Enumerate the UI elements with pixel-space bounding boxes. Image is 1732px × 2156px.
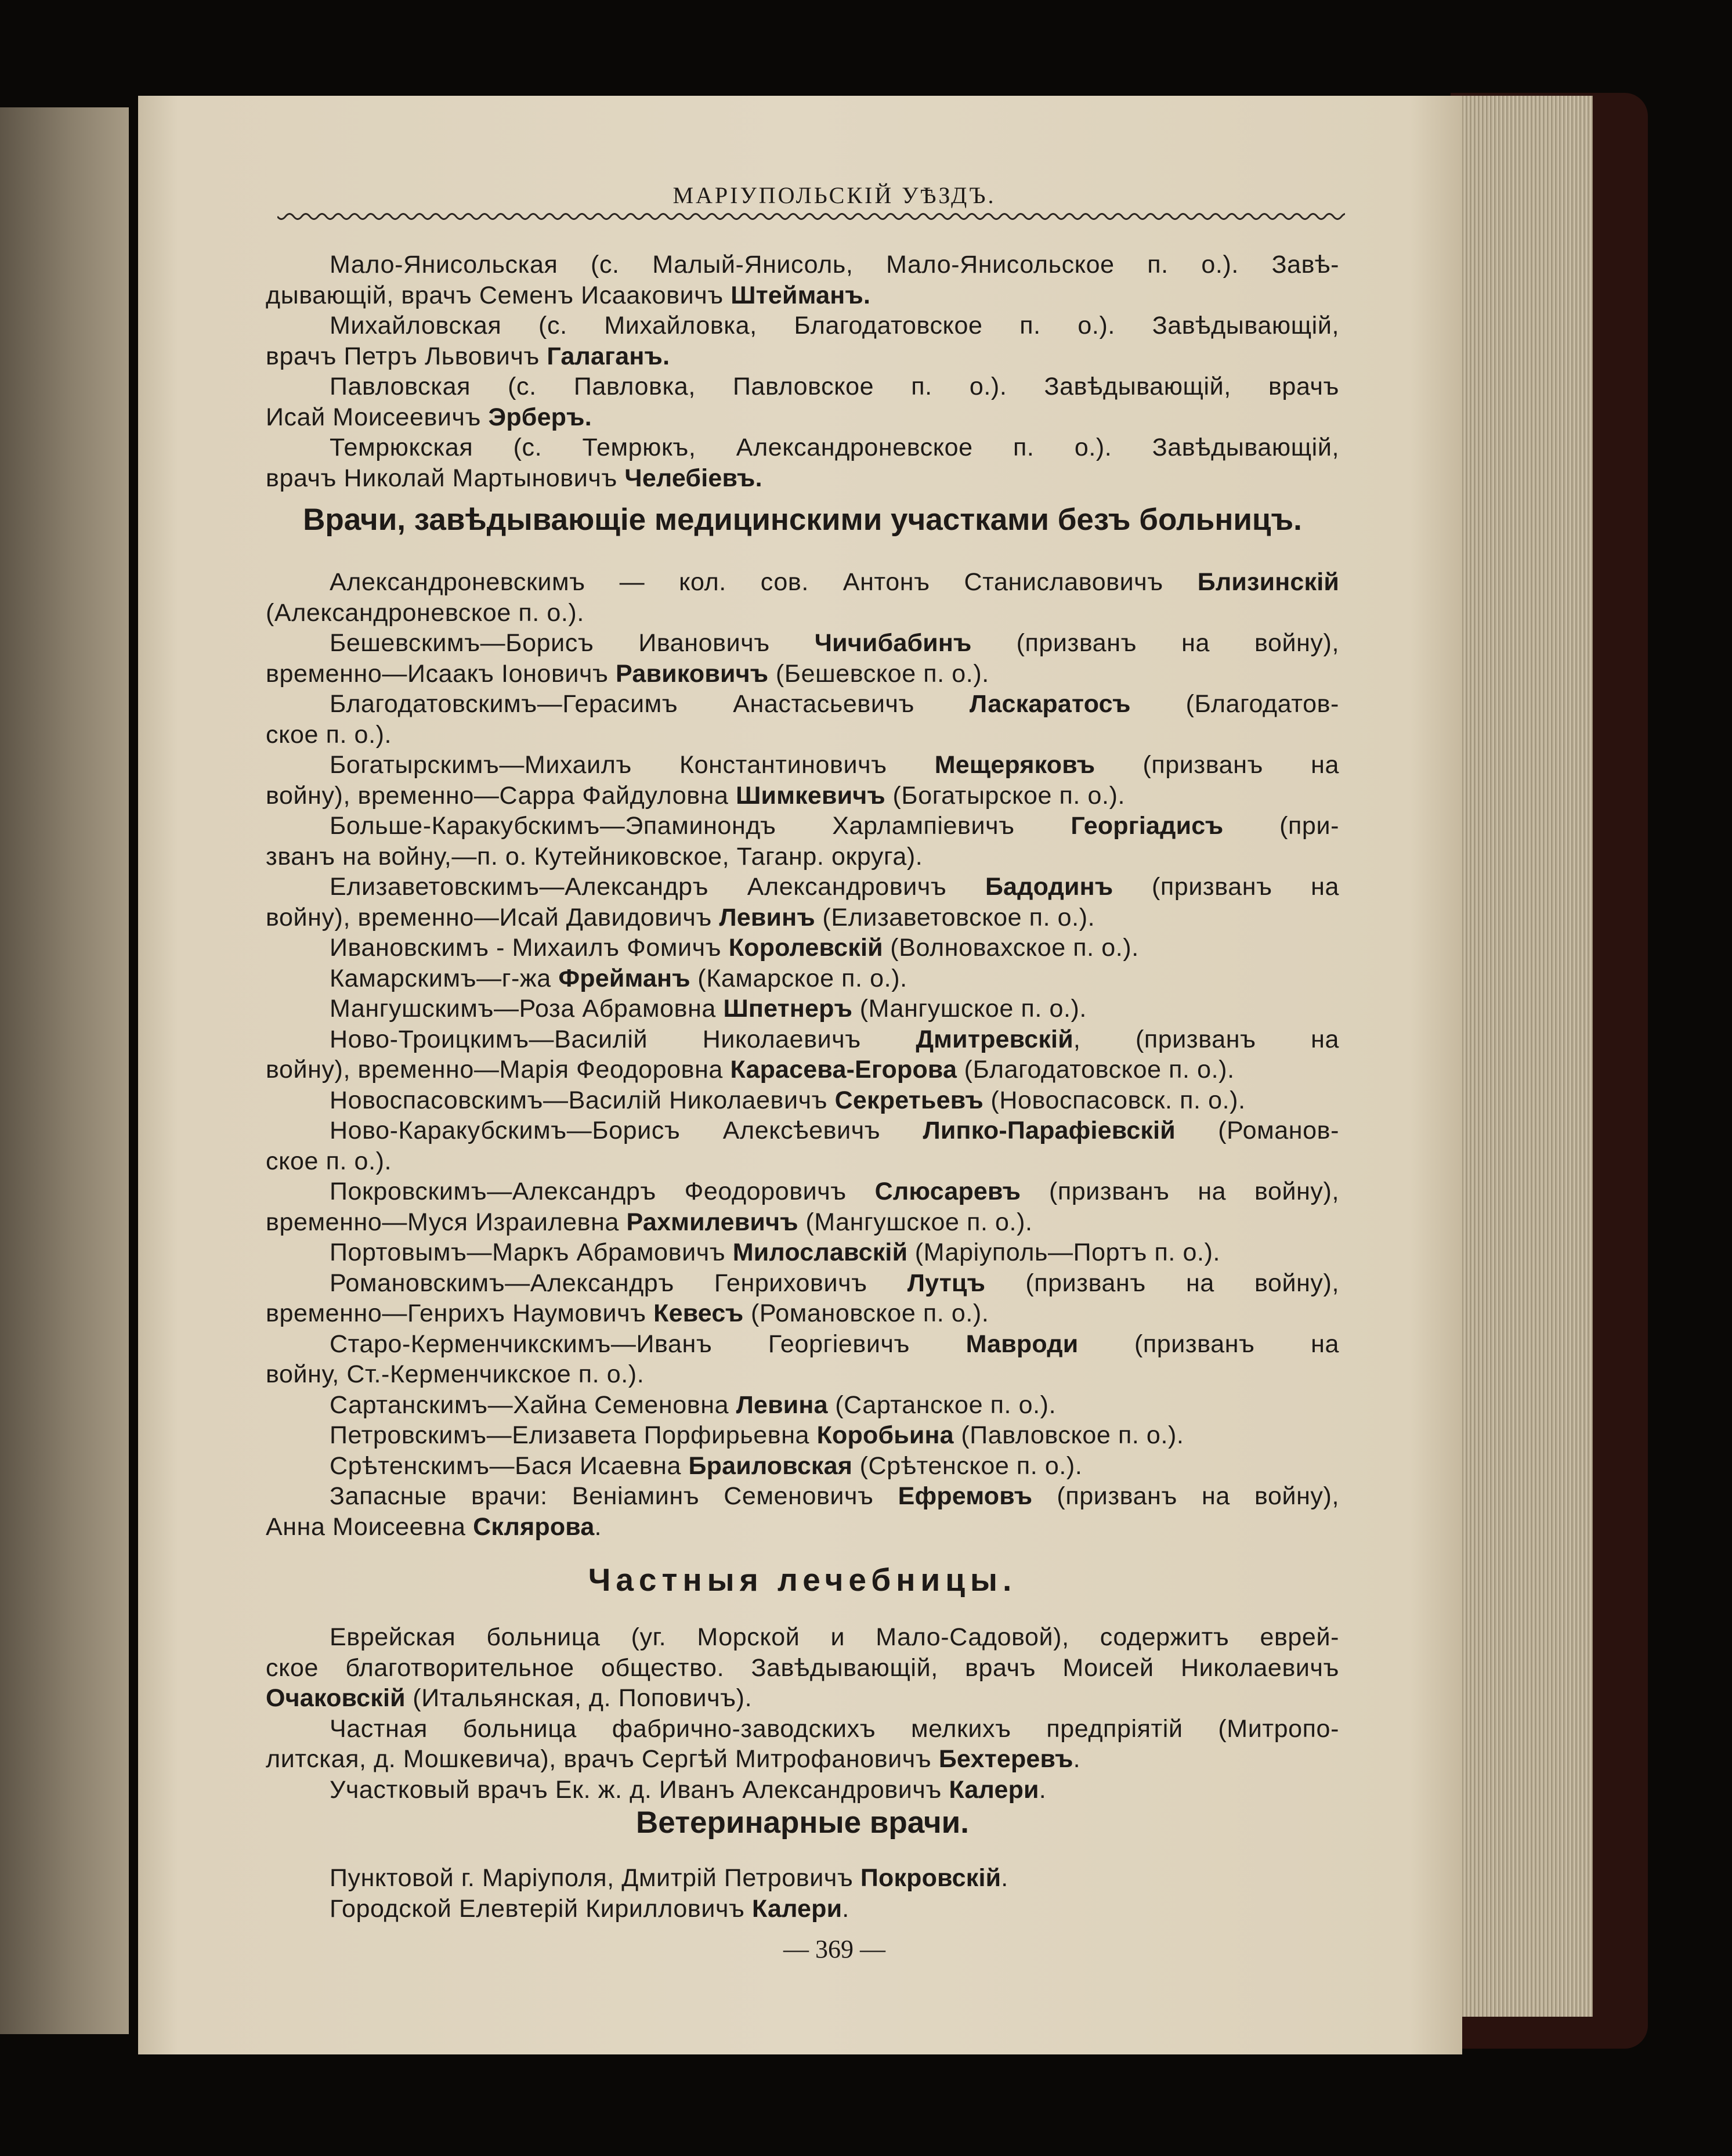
person-name: Королевскій <box>728 934 883 962</box>
person-name: Склярова <box>473 1512 595 1541</box>
person-name: Фрейманъ <box>558 964 690 992</box>
entry-text-after: (Елизаветовское п. о.). <box>815 903 1095 931</box>
person-name: Лутцъ <box>907 1269 986 1297</box>
section-heading-district-doctors: Врачи, завѣдывающіе медицинскими участками безъ больницъ. <box>303 503 1302 537</box>
veterinarian-line <box>330 1863 1339 1893</box>
entry-text-after: (Новоспасовск. п. о.). <box>983 1086 1246 1114</box>
running-head: МАРІУПОЛЬСКІЙ УѢЗДЪ. <box>672 182 996 208</box>
entry-text: Елизаветовскимъ—Александръ Александровичъ <box>330 873 985 901</box>
entry-text-after: (призванъ на <box>1113 873 1339 901</box>
private-clinic-line <box>330 1714 1339 1744</box>
entry-text: врачъ Петръ Львовичъ <box>266 342 547 370</box>
person-name: Слюсаревъ <box>874 1178 1021 1205</box>
entry-text: Пунктовой г. Маріуполя, Дмитрій Петровичъ <box>330 1864 860 1892</box>
entry-text-after: (призванъ на <box>1078 1330 1339 1358</box>
person-name: Очаковскій <box>266 1684 406 1712</box>
district-doctor-line <box>330 750 1339 780</box>
entry-text: войну), временно—Сарра Файдуловна <box>266 781 736 810</box>
entry-text: Анна Моисеевна <box>266 1512 473 1541</box>
person-name: Милославскій <box>732 1238 908 1266</box>
entry-text-after: (призванъ на войну), <box>985 1269 1339 1297</box>
district-doctor-line <box>266 1054 1339 1085</box>
entry-text: Петровскимъ—Елизавета Порфирьевна <box>330 1421 817 1449</box>
entry-text-after: (Благодатов- <box>1130 690 1339 718</box>
person-name: Шпетнеръ <box>723 995 853 1023</box>
district-doctor-line <box>330 1176 1339 1207</box>
person-name: Левинъ <box>719 903 815 931</box>
section-heading-private-clinics: Частныя лечебницы. <box>588 1562 1017 1598</box>
private-clinic-line <box>330 1775 1339 1805</box>
person-name: Равиковичъ <box>616 659 769 688</box>
private-clinic-line <box>266 1653 1339 1683</box>
person-name: Калери <box>752 1894 843 1923</box>
private-clinic-line <box>266 1744 1339 1774</box>
entry-text: Камарскимъ—г-жа <box>330 964 559 992</box>
entry-text: званъ на войну,—п. о. Кутейниковское, Таганр. округа). <box>266 842 923 871</box>
hospital-line <box>266 280 1339 310</box>
veterinarian-line <box>330 1894 1339 1924</box>
entry-text-after: . <box>1073 1745 1081 1773</box>
person-name: Липко-Парафіевскій <box>923 1117 1176 1144</box>
entry-text: Участковый врачъ Ек. ж. д. Иванъ Александровичъ <box>330 1775 949 1804</box>
entry-text-after: (Мангушское п. о.). <box>798 1208 1033 1236</box>
district-doctor-line <box>330 963 1339 994</box>
hospital-line <box>266 463 1339 493</box>
entry-text-after: (при- <box>1223 812 1339 840</box>
entry-text-after: . <box>594 1512 602 1541</box>
district-doctor-line <box>330 1451 1339 1481</box>
entry-text: временно—Генрихъ Наумовичъ <box>266 1299 654 1327</box>
entry-text: войну, Ст.-Керменчикское п. о.). <box>266 1360 645 1388</box>
entry-text-after: . <box>842 1894 849 1923</box>
district-doctor-line <box>330 1420 1339 1450</box>
district-doctor-line <box>330 1481 1339 1511</box>
person-name: Мещеряковъ <box>934 751 1095 779</box>
person-name: Дмитревскій <box>916 1025 1073 1053</box>
person-name: Коробьина <box>816 1421 954 1449</box>
entry-text: литская, д. Мошкевича), врачъ Сергѣй Митрофановичъ <box>266 1745 939 1773</box>
district-doctor-line <box>266 598 1339 628</box>
entry-text: войну), временно—Исай Давидовичъ <box>266 903 719 931</box>
district-doctor-line <box>266 902 1339 933</box>
entry-text: Ивановскимъ - Михаилъ Фомичъ <box>330 934 729 962</box>
entry-text-after: (призванъ на войну), <box>1021 1178 1339 1205</box>
private-clinic-line <box>330 1622 1339 1652</box>
entry-text: ское п. о.). <box>266 720 392 749</box>
entry-text: Благодатовскимъ—Герасимъ Анастасьевичъ <box>330 690 970 718</box>
entry-text: Покровскимъ—Александръ Феодоровичъ <box>330 1178 875 1205</box>
entry-text-after: (Павловское п. о.). <box>953 1421 1184 1449</box>
entry-text-after: (Маріуполь—Портъ п. о.). <box>907 1238 1221 1266</box>
person-name: Ласкаратосъ <box>969 690 1131 718</box>
entry-text: Портовымъ—Маркъ Абрамовичъ <box>330 1238 733 1266</box>
book-page <box>138 96 1462 2054</box>
district-doctor-line <box>330 1024 1339 1054</box>
person-name: Карасева-Егорова <box>730 1056 957 1084</box>
entry-text: Новоспасовскимъ—Василій Николаевичъ <box>330 1086 835 1114</box>
district-doctor-line <box>330 933 1339 963</box>
entry-text-after: . <box>1001 1864 1008 1892</box>
entry-text: Ново-Троицкимъ—Василій Николаевичъ <box>330 1025 916 1053</box>
person-name: Калери <box>949 1775 1039 1804</box>
person-name: Ефремовъ <box>898 1482 1033 1510</box>
district-doctor-line <box>330 628 1339 658</box>
page-edges <box>1459 96 1593 2017</box>
entry-text-after: (Романовское п. о.). <box>743 1299 989 1327</box>
district-doctor-line <box>266 1359 1339 1389</box>
person-name: Левина <box>736 1391 828 1419</box>
entry-text: Еврейская больница (уг. Морской и Мало-Садовой), содержитъ еврей- <box>330 1623 1339 1651</box>
hospital-line <box>266 402 1339 432</box>
district-doctor-line <box>266 659 1339 689</box>
person-name: Чичибабинъ <box>814 629 972 657</box>
entry-text: ское благотворительное общество. Завѣдывающій, врачъ Моисей Николаевичъ <box>266 1653 1339 1682</box>
district-doctor-line <box>266 1512 1339 1542</box>
entry-text-after: (призванъ на <box>1095 751 1339 779</box>
district-doctor-line <box>266 1207 1339 1237</box>
person-name: Браиловская <box>688 1451 853 1480</box>
person-name: Георгіадисъ <box>1071 812 1224 840</box>
left-page-edge <box>0 107 129 2034</box>
person-name: Близинскій <box>1197 568 1339 596</box>
district-doctor-line <box>266 720 1339 750</box>
district-doctor-line <box>330 872 1339 902</box>
district-doctor-line <box>330 689 1339 719</box>
entry-text-after: (Романов- <box>1175 1117 1339 1144</box>
text-body <box>138 96 1462 2054</box>
entry-text: Больше-Каракубскимъ—Эпаминондъ Харлампіевичъ <box>330 812 1071 840</box>
hospital-line <box>330 371 1339 402</box>
entry-text: врачъ Николай Мартыновичъ <box>266 464 625 492</box>
entry-text-after: (Итальянская, д. Поповичъ). <box>405 1684 753 1712</box>
district-doctor-line <box>330 1115 1339 1146</box>
entry-text-after: (Мангушское п. о.). <box>852 995 1087 1023</box>
page-number: — 369 — <box>783 1935 885 1963</box>
entry-text-after: (Богатырское п. о.). <box>885 781 1126 810</box>
entry-text: Городской Елевтерій Кирилловичъ <box>330 1894 752 1923</box>
entry-text-after: (Бешевское п. о.). <box>768 659 989 688</box>
person-name: Шимкевичъ <box>736 781 885 810</box>
person-name: Рахмилевичъ <box>626 1208 798 1236</box>
entry-text: Богатырскимъ—Михаилъ Константиновичъ <box>330 751 935 779</box>
district-doctor-line <box>330 1329 1339 1359</box>
entry-text-after: (Сартанское п. о.). <box>827 1391 1057 1419</box>
person-name: Штейманъ. <box>731 281 871 309</box>
entry-text-after: (призванъ на войну), <box>971 629 1339 657</box>
entry-text: Запасные врачи: Веніаминъ Семеновичъ <box>330 1482 898 1510</box>
entry-text: Исай Моисеевичъ <box>266 403 489 431</box>
entry-text-after: (Срѣтенское п. о.). <box>852 1451 1083 1480</box>
entry-text: Мангушскимъ—Роза Абрамовна <box>330 995 724 1023</box>
entry-text: Мало-Янисольская (с. Малый-Янисоль, Мало-Янисольское п. о.). Завѣ- <box>330 251 1339 279</box>
entry-text: Частная больница фабрично-заводскихъ мелкихъ предпріятій (Митропо- <box>330 1714 1339 1743</box>
person-name: Секретьевъ <box>834 1086 983 1114</box>
person-name: Галаганъ. <box>547 342 670 370</box>
person-name: Эрберъ. <box>488 403 592 431</box>
person-name: Бехтеревъ <box>938 1745 1073 1773</box>
district-doctor-line <box>266 1146 1339 1176</box>
district-doctor-line <box>330 994 1339 1024</box>
entry-text: Бешевскимъ—Борисъ Ивановичъ <box>330 629 815 657</box>
district-doctor-line <box>266 1298 1339 1328</box>
entry-text: ское п. о.). <box>266 1147 392 1175</box>
entry-text: Михайловская (с. Михайловка, Благодатовское п. о.). Завѣдывающій, <box>330 312 1339 340</box>
entry-text: временно—Муся Израилевна <box>266 1208 627 1236</box>
private-clinic-line <box>266 1683 1339 1713</box>
district-doctor-line <box>330 567 1339 597</box>
district-doctor-line <box>330 811 1339 841</box>
entry-text: Ново-Каракубскимъ—Борисъ Алексѣевичъ <box>330 1117 923 1144</box>
entry-text: дывающій, врачъ Семенъ Исааковичъ <box>266 281 731 309</box>
entry-text-after: (Камарское п. о.). <box>690 964 907 992</box>
hospital-line <box>330 250 1339 280</box>
entry-text-after: , (призванъ на <box>1073 1025 1339 1053</box>
entry-text: Срѣтенскимъ—Бася Исаевна <box>330 1451 689 1480</box>
entry-text: Романовскимъ—Александръ Генриховичъ <box>330 1269 907 1297</box>
district-doctor-line <box>330 1390 1339 1420</box>
entry-text: (Александроневское п. о.). <box>266 598 584 627</box>
person-name: Кевесъ <box>653 1299 744 1327</box>
section-heading-veterinarians: Ветеринарные врачи. <box>636 1805 969 1840</box>
person-name: Мавроди <box>966 1330 1079 1358</box>
entry-text: войну), временно—Марія Феодоровна <box>266 1056 731 1084</box>
entry-text-after: (Волновахское п. о.). <box>883 934 1139 962</box>
entry-text-after: (призванъ на войну), <box>1032 1482 1339 1510</box>
person-name: Покровскій <box>860 1864 1001 1892</box>
entry-text: временно—Исаакъ Іоновичъ <box>266 659 616 688</box>
hospital-line <box>330 432 1339 463</box>
person-name: Челебіевъ. <box>624 464 762 492</box>
hospital-line <box>330 310 1339 341</box>
district-doctor-line <box>266 842 1339 872</box>
page-content <box>138 96 1462 2054</box>
hospital-line <box>266 341 1339 371</box>
entry-text: Старо-Керменчикскимъ—Иванъ Георгіевичъ <box>330 1330 966 1358</box>
district-doctor-line <box>266 781 1339 811</box>
entry-text: Темрюкская (с. Темрюкъ, Александроневское п. о.). Завѣдывающій, <box>330 434 1339 461</box>
district-doctor-line <box>330 1237 1339 1267</box>
entry-text-after: . <box>1039 1775 1047 1804</box>
entry-text: Сартанскимъ—Хайна Семеновна <box>330 1391 736 1419</box>
district-doctor-line <box>330 1268 1339 1298</box>
entry-text-after: (Благодатовское п. о.). <box>957 1056 1235 1084</box>
district-doctor-line <box>330 1085 1339 1115</box>
person-name: Бадодинъ <box>985 873 1113 901</box>
entry-text: Павловская (с. Павловка, Павловское п. о.). Завѣдывающій, врачъ <box>330 373 1339 400</box>
entry-text: Александроневскимъ — кол. сов. Антонъ Станиславовичъ <box>330 568 1198 596</box>
